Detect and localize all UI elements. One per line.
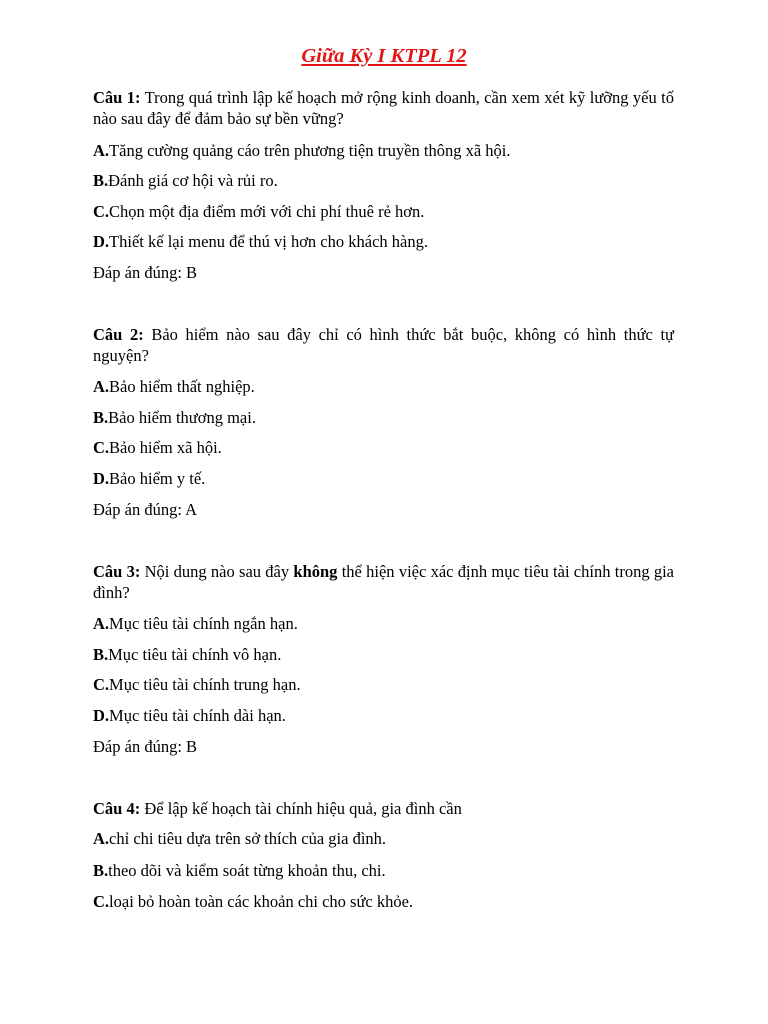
question-1-option-c <box>93 201 674 222</box>
question-1-option-a <box>93 140 674 161</box>
question-2-text: Bảo hiểm nào sau đây chỉ có hình thức bắt buộc, không có hình thức tự nguyện? <box>93 325 675 365</box>
question-3-label: Câu 3: <box>93 562 141 581</box>
question-3-emphasis: không <box>293 562 338 581</box>
option-letter: B. <box>93 861 109 880</box>
question-2-option-d <box>93 468 674 489</box>
option-text: Mục tiêu tài chính vô hạn. <box>108 645 282 664</box>
option-letter: B. <box>93 171 109 190</box>
option-text: loại bỏ hoàn toàn các khoản chi cho sức khỏe. <box>109 892 414 911</box>
question-3-option-a <box>93 613 674 634</box>
option-text: Bảo hiểm thương mại. <box>108 408 256 427</box>
question-1-option-b <box>93 170 674 191</box>
option-letter: C. <box>93 438 110 457</box>
option-text: theo dõi và kiểm soát từng khoản thu, chi. <box>108 861 386 880</box>
option-letter: B. <box>93 645 109 664</box>
option-letter: A. <box>93 377 110 396</box>
question-2-answer: Đáp án đúng: A <box>93 500 198 519</box>
option-letter: C. <box>93 892 110 911</box>
option-text: Tăng cường quảng cáo trên phương tiện truyền thông xã hội. <box>109 141 511 160</box>
question-1-text: Trong quá trình lập kế hoạch mở rộng kinh doanh, cần xem xét kỹ lưỡng yếu tố nào sau đây để đảm bảo sự bền vững? <box>93 88 674 128</box>
question-1-label: Câu 1: <box>93 88 141 107</box>
question-3-text-after: thể hiện việc xác định mục tiêu tài chính trong gia đình? <box>93 562 674 602</box>
option-letter: C. <box>93 202 110 221</box>
option-letter: D. <box>93 706 110 725</box>
question-1-option-d <box>93 231 674 252</box>
question-2-option-a <box>93 376 674 397</box>
option-letter: A. <box>93 614 110 633</box>
question-3-text-before: Nội dung nào sau đây <box>144 562 290 581</box>
option-text: Bảo hiểm thất nghiệp. <box>109 377 255 396</box>
question-3-option-c <box>93 674 674 695</box>
question-2-label: Câu 2: <box>93 325 144 344</box>
question-3-answer: Đáp án đúng: B <box>93 737 198 756</box>
option-letter: D. <box>93 232 110 251</box>
question-3-option-d <box>93 705 674 726</box>
option-text: Chọn một địa điểm mới với chi phí thuê rẻ hơn. <box>109 202 425 221</box>
option-text: Thiết kế lại menu để thú vị hơn cho khách hàng. <box>109 232 428 251</box>
question-4-text: Để lập kế hoạch tài chính hiệu quả, gia đình cần <box>144 799 462 818</box>
question-2-option-c <box>93 437 674 458</box>
question-3 <box>93 561 674 603</box>
option-text: Bảo hiểm xã hội. <box>109 438 222 457</box>
question-1 <box>93 87 674 129</box>
question-1-answer: Đáp án đúng: B <box>93 263 198 282</box>
question-4-label: Câu 4: <box>93 799 141 818</box>
question-4-option-c <box>93 891 674 912</box>
question-3-option-b <box>93 644 674 665</box>
option-text: Mục tiêu tài chính dài hạn. <box>109 706 286 725</box>
option-text: Bảo hiểm y tế. <box>109 469 206 488</box>
option-letter: B. <box>93 408 109 427</box>
question-4-option-a <box>93 828 674 849</box>
option-letter: A. <box>93 829 110 848</box>
option-letter: C. <box>93 675 110 694</box>
document-title: Giữa Kỳ I KTPL 12 <box>301 45 467 67</box>
option-letter: D. <box>93 469 110 488</box>
option-text: chỉ chi tiêu dựa trên sở thích của gia đình. <box>109 829 387 848</box>
option-text: Mục tiêu tài chính trung hạn. <box>109 675 301 694</box>
option-text: Mục tiêu tài chính ngắn hạn. <box>109 614 298 633</box>
option-letter: A. <box>93 141 110 160</box>
option-text: Đánh giá cơ hội và rủi ro. <box>108 171 278 190</box>
question-2 <box>93 324 674 366</box>
question-4 <box>93 798 674 819</box>
question-4-option-b <box>93 860 674 881</box>
question-2-option-b <box>93 407 674 428</box>
